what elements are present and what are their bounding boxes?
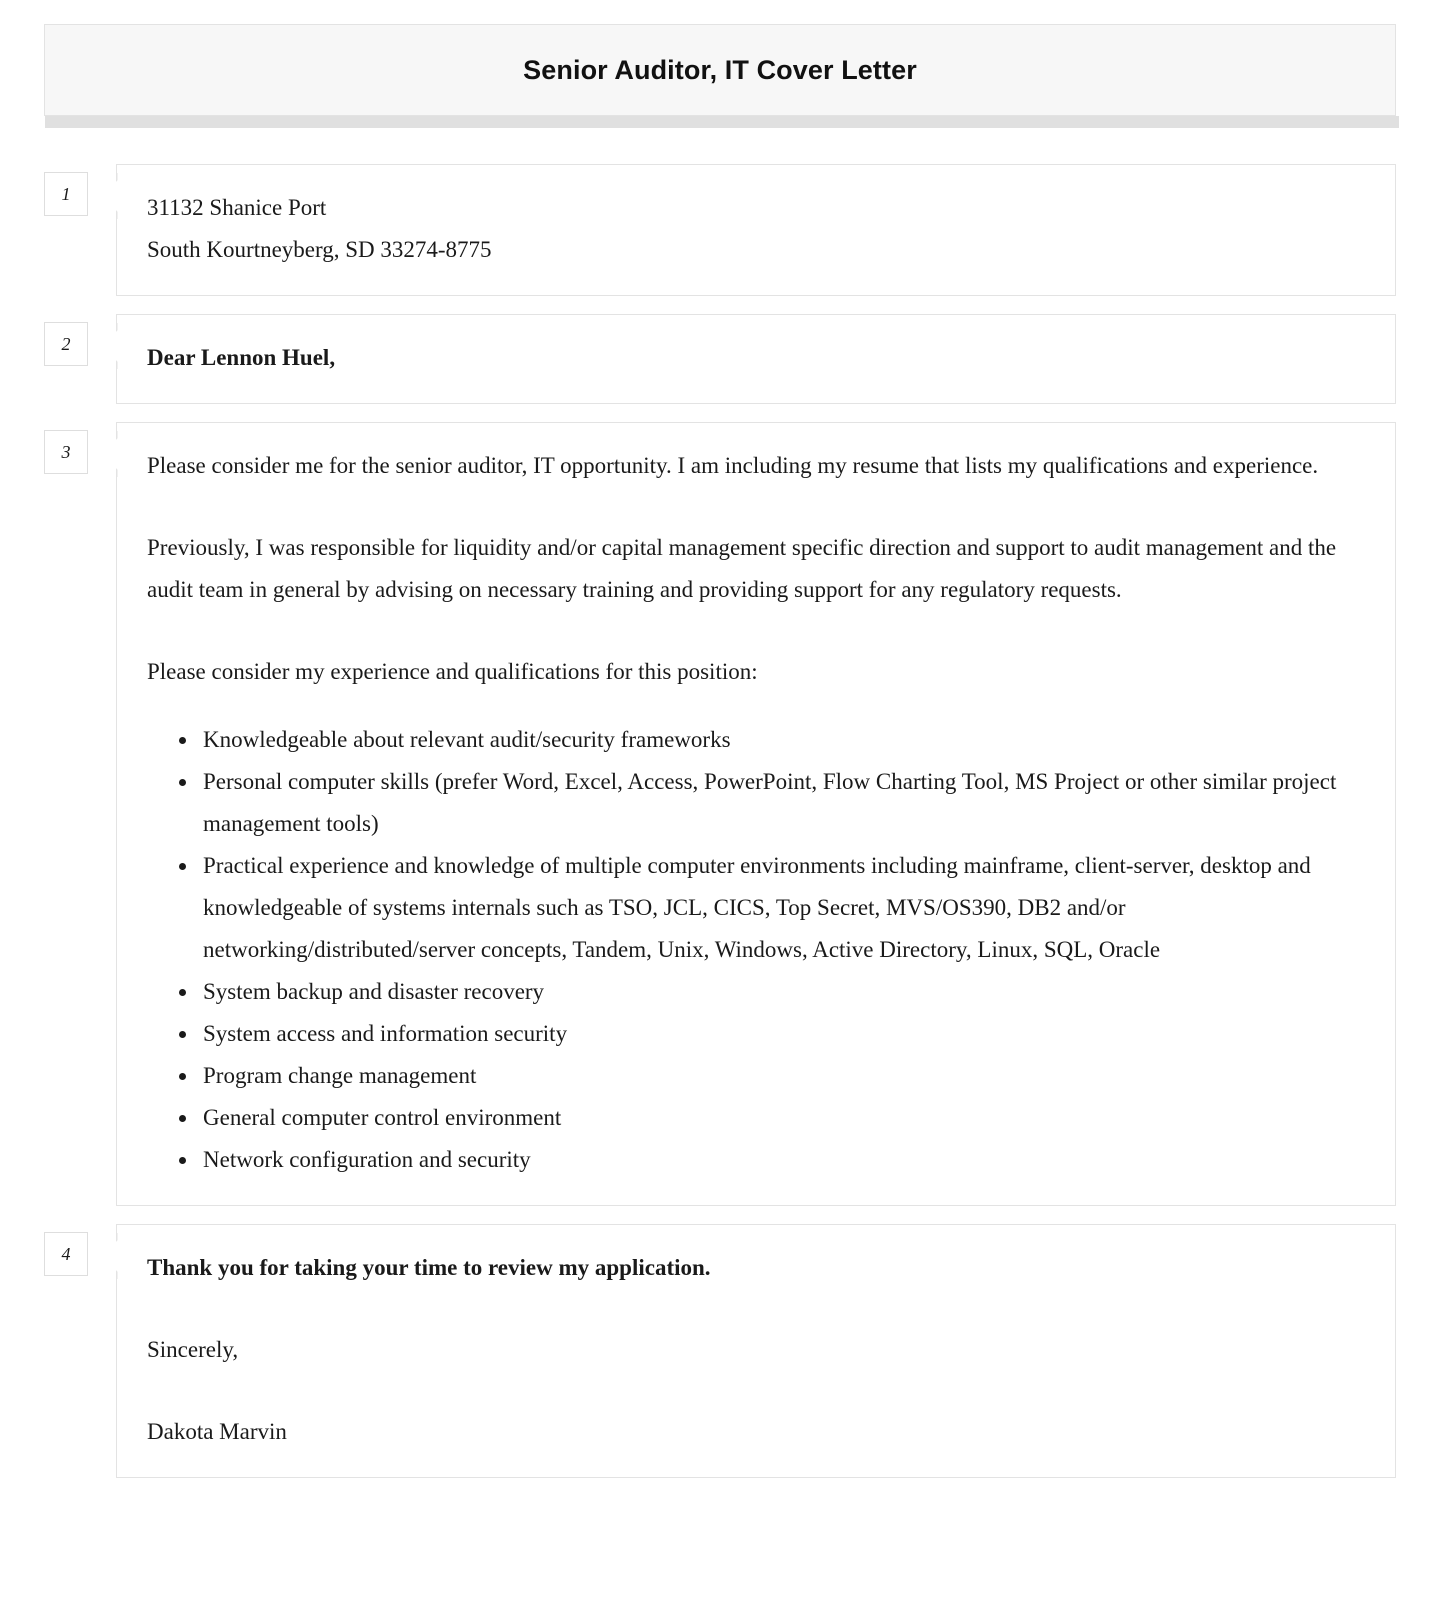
callout-notch-icon [116,431,144,475]
callout-notch-icon [116,323,144,367]
list-item: • Knowledgeable about relevant audit/security frameworks [199,719,1365,761]
section-panel-body [116,422,1396,1206]
list-item: • Program change management [199,1055,1365,1097]
header-panel [44,24,1396,116]
section-badge-4[interactable] [44,1232,88,1276]
section-address [44,164,1396,296]
body-paragraph: Previously, I was responsible for liquidity and/or capital management specific direction and support to audit management and the audit team in general by advising on necessary training and providing support for any regulatory requests. [147,535,1337,602]
section-badge-number: 1 [61,183,71,204]
signature-block [147,1329,1365,1453]
thank-you-text: Thank you for taking your time to review my application. [147,1255,711,1280]
callout-notch-icon [116,1233,144,1277]
body-paragraph: Please consider me for the senior auditor, IT opportunity. I am including my resume that lists my qualifications and experience. [147,453,1319,478]
body-paragraph: Please consider my experience and qualifications for this position: [147,659,758,684]
signoff-text: Sincerely, [147,1337,239,1362]
qualifications-list [147,719,1365,1181]
address-line-2: South Kourtneyberg, SD 33274-8775 [147,237,492,262]
document-header [44,24,1396,128]
section-panel-closing [116,1224,1396,1478]
list-item: • General computer control environment [199,1097,1365,1139]
list-item: • Personal computer skills (prefer Word, Excel, Access, PowerPoint, Flow Charting Tool, MS Project or other similar project management tools) [199,761,1365,845]
section-body [44,422,1396,1206]
page-title: Senior Auditor, IT Cover Letter [523,54,917,85]
list-item: • System backup and disaster recovery [199,971,1365,1013]
callout-notch-icon [116,173,144,217]
signature-name: Dakota Marvin [147,1419,287,1444]
letter-sections [0,164,1440,1478]
section-badge-1[interactable] [44,172,88,216]
list-item: • System access and information security [199,1013,1365,1055]
list-item: • Network configuration and security [199,1139,1365,1181]
cover-letter-page [0,24,1440,1603]
section-badge-3[interactable] [44,430,88,474]
list-item: • Practical experience and knowledge of multiple computer environments including mainframe, client-server, desktop and knowledgeable of systems internals such as TSO, JCL, CICS, Top Secret, MVS/OS390, DB2 and/or networking/distributed/server concepts, Tandem, Unix, Windows, Active Directory, Linux, SQL, Oracle [199,845,1365,971]
section-badge-number: 4 [61,1243,71,1264]
address-line-1: 31132 Shanice Port [147,195,327,220]
section-badge-number: 2 [61,333,71,354]
section-badge-2[interactable] [44,322,88,366]
section-closing [44,1224,1396,1478]
section-badge-number: 3 [61,441,71,462]
section-salutation [44,314,1396,404]
section-panel-address [116,164,1396,296]
section-panel-salutation [116,314,1396,404]
header-shadow-bar [45,116,1399,128]
salutation-text: Dear Lennon Huel, [147,345,336,370]
